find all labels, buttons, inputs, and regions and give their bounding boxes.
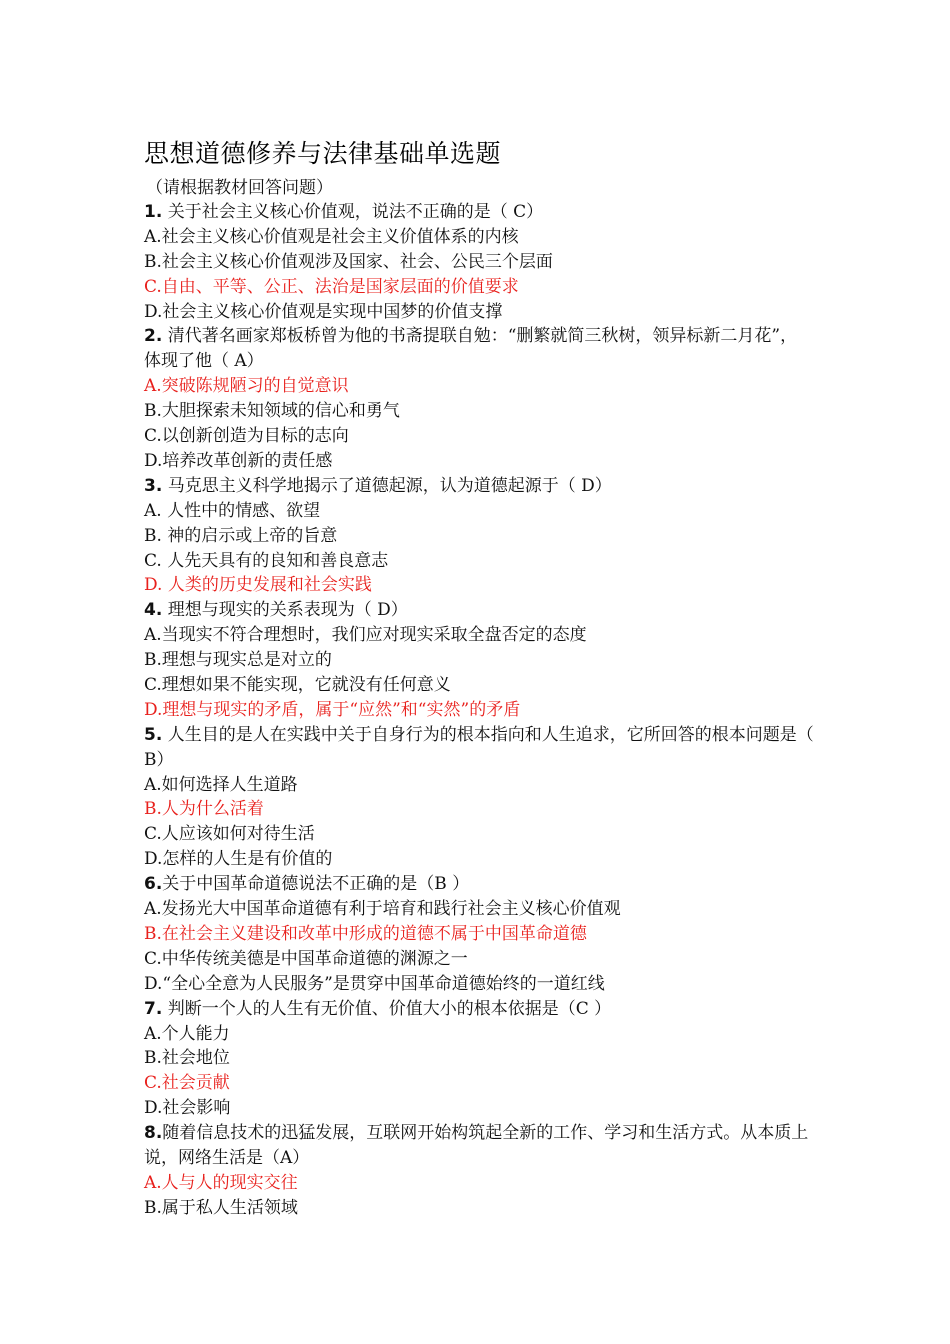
option: C.中华传统美德是中国革命道德的渊源之一 — [144, 948, 468, 969]
page-title: 思想道德修养与法律基础单选题 — [144, 139, 502, 168]
option: A. 人性中的情感、欲望 — [144, 500, 321, 521]
question-number: 5. — [144, 724, 163, 745]
option: B. 神的启示或上帝的旨意 — [144, 525, 338, 546]
option: C. 人先天具有的良知和善良意志 — [144, 550, 389, 571]
option: A.当现实不符合理想时，我们应对现实采取全盘否定的态度 — [144, 625, 587, 646]
question-1 — [144, 200, 814, 225]
option: D.社会主义核心价值观是实现中国梦的价值支撑 — [144, 301, 503, 322]
option: C.人应该如何对待生活 — [144, 824, 315, 845]
answer-option: D. 人类的历史发展和社会实践 — [144, 575, 372, 596]
question-8 — [144, 1121, 814, 1171]
question-text: 人生目的是人在实践中关于自身行为的根本指向和人生追求，它所回答的根本问题是（ B） — [144, 724, 814, 770]
option: D.社会影响 — [144, 1098, 231, 1119]
option: A.社会主义核心价值观是社会主义价值体系的内核 — [144, 226, 519, 247]
answer-option: A.人与人的现实交往 — [144, 1172, 298, 1193]
question-3 — [144, 474, 814, 499]
question-6 — [144, 872, 814, 897]
option: D.怎样的人生是有价值的 — [144, 849, 333, 870]
option: B.社会地位 — [144, 1048, 230, 1069]
question-4 — [144, 598, 814, 623]
answer-option: C.自由、平等、公正、法治是国家层面的价值要求 — [144, 276, 519, 297]
option: B.社会主义核心价值观涉及国家、社会、公民三个层面 — [144, 251, 553, 272]
question-number: 4. — [144, 600, 163, 621]
option: B.理想与现实总是对立的 — [144, 650, 332, 671]
option: D.“全心全意为人民服务”是贯穿中国革命道德始终的一道红线 — [144, 973, 605, 994]
question-number: 3. — [144, 475, 163, 496]
answer-option: B.在社会主义建设和改革中形成的道德不属于中国革命道德 — [144, 923, 587, 944]
question-number: 7. — [144, 998, 163, 1019]
option: A.发扬光大中国革命道德有利于培育和践行社会主义核心价值观 — [144, 899, 621, 920]
question-number: 8. — [144, 1123, 163, 1144]
option: D.培养改革创新的责任感 — [144, 450, 333, 471]
option: B.大胆探索未知领域的信心和勇气 — [144, 401, 400, 422]
question-text: 马克思主义科学地揭示了道德起源，认为道德起源于（ D） — [162, 475, 612, 496]
option: A.个人能力 — [144, 1023, 230, 1044]
answer-option: B.人为什么活着 — [144, 799, 264, 820]
answer-option: C.社会贡献 — [144, 1073, 230, 1094]
question-text: 理想与现实的关系表现为（ D） — [162, 600, 408, 621]
option: A.如何选择人生道路 — [144, 774, 298, 795]
option: C.理想如果不能实现，它就没有任何意义 — [144, 675, 451, 695]
answer-option: A.突破陈规陋习的自觉意识 — [144, 376, 349, 397]
question-number: 2. — [144, 326, 163, 347]
question-text: 清代著名画家郑板桥曾为他的书斋提联自勉：“删繁就简三秋树，领异标新二月花”，体现了他（ A） — [144, 326, 798, 372]
question-text: 关于社会主义核心价值观，说法不正确的是（ C） — [162, 202, 544, 222]
answer-option: D.理想与现实的矛盾，属于“应然”和“实然”的矛盾 — [144, 699, 521, 720]
question-7 — [144, 997, 814, 1022]
question-text: 随着信息技术的迅猛发展，互联网开始构筑起全新的工作、学习和生活方式。从本质上说，网络生活是（A） — [144, 1123, 809, 1168]
page-subtitle: （请根据教材回答问题） — [146, 178, 333, 198]
question-number: 6. — [144, 874, 163, 895]
question-text: 判断一个人的人生有无价值、价值大小的根本依据是（C ） — [162, 998, 612, 1019]
option: B.属于私人生活领域 — [144, 1197, 298, 1218]
question-text: 关于中国革命道德说法不正确的是（B ） — [162, 874, 470, 895]
question-number: 1. — [144, 202, 163, 222]
question-5 — [144, 723, 814, 773]
option: C.以创新创造为目标的志向 — [144, 426, 349, 447]
question-list — [144, 200, 814, 1221]
question-2 — [144, 324, 814, 374]
